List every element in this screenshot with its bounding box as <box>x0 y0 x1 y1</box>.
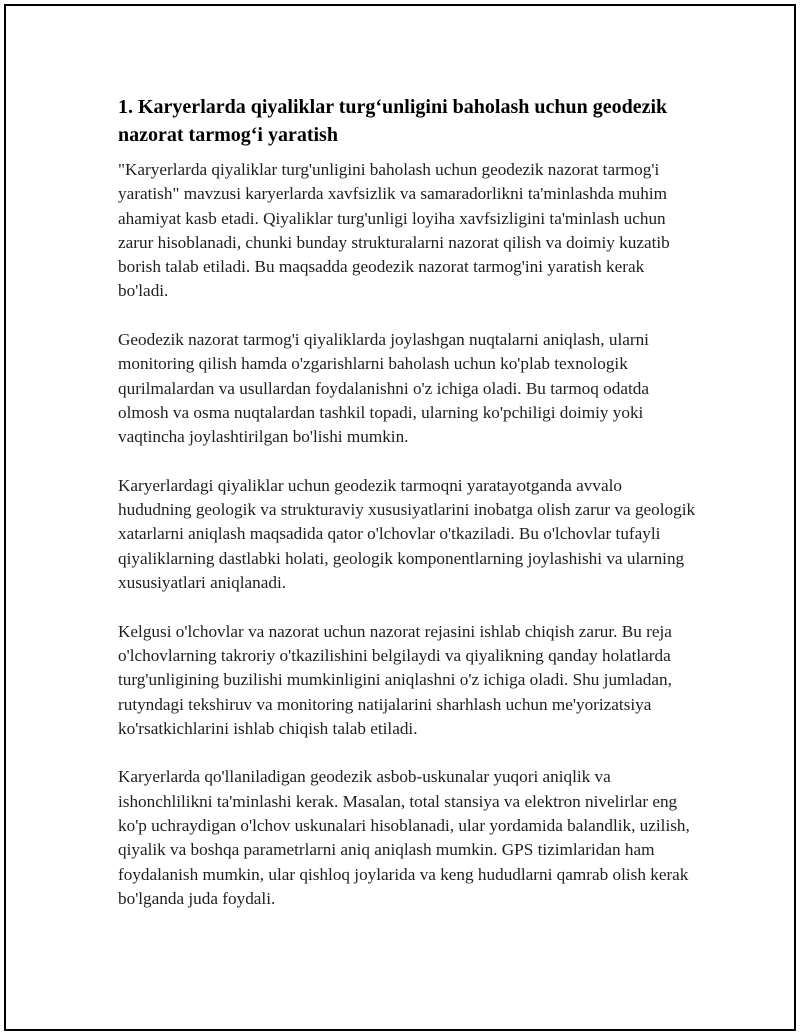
paragraph-initial-measurements: Karyerlardagi qiyaliklar uchun geodezik tarmoqni yaratayotganda avvalo hududning geologik va strukturaviy xususiyatlarini inobatga olish zarur va geologik xatarlarni aniqlash maqsadida qator o'lchovlar o'tkaziladi. Bu o'lchovlar tufayli qiyaliklarning dastlabki holati, geologik komponentlarning joylashishi va ularning xususiyatlari aniqlanadi. <box>118 475 696 593</box>
paragraph-intro: "Karyerlarda qiyaliklar turg'unligini baholash uchun geodezik nazorat tarmog'i yaratish" mavzusi karyerlarda xavfsizlik va samaradorlikni ta'minlashda muhim ahamiyat kasb etadi. Qiyaliklar turg'unligi loyiha xavfsizligini ta'minlash uchun zarur hisoblanadi, chunki bunday strukturalarni nazorat qilish va doimiy kuzatib borish talab etiladi. Bu maqsadda geodezik nazorat tarmog'ini yaratish kerak bo'ladi. <box>118 160 670 301</box>
section-heading: 1. Karyerlarda qiyaliklar turg‘unligini baholash uchun geodezik nazorat tarmog‘i yaratish <box>118 96 668 146</box>
paragraph-monitoring-plan: Kelgusi o'lchovlar va nazorat uchun nazorat rejasini ishlab chiqish zarur. Bu reja o'lchovlarning takroriy o'tkazilishini belgilaydi va qiyalikning qanday holatlarda turg'unligining buzilishi mumkinligini aniqlashni o'z ichiga oladi. Shu jumladan, rutyndagi tekshiruv va monitoring natijalarini sharhlash uchun me'yorizatsiya ko'rsatkichlarini ishlab chiqish talab etiladi. <box>118 621 672 738</box>
paragraph-equipment: Karyerlarda qo'llaniladigan geodezik asbob-uskunalar yuqori aniqlik va ishonchlilikni ta'minlashi kerak. Masalan, total stansiya va elektron nivelirlar eng ko'p uchraydigan o'lchov uskunalari hisoblanadi, ular yordamida balandlik, uzilish, qiyalik va boshqa parametrlarni aniq aniqlash mumkin. GPS tizimlaridan ham foydalanish mumkin, ular qishloq joylarida va keng hududlarni qamrab olish kerak bo'lganda juda foydali. <box>118 767 690 908</box>
document-body <box>118 93 698 911</box>
paragraph-network-definition: Geodezik nazorat tarmog'i qiyaliklarda joylashgan nuqtalarni aniqlash, ularni monitoring qilish hamda o'zgarishlarni baholash uchun ko'plab texnologik qurilmalardan va usullardan foydalanishni o'z ichiga oladi. Bu tarmoq odatda olmosh va osma nuqtalardan tashkil topadi, ularning ko'pchiligi doimiy yoki vaqtincha joylashtirilgan bo'lishi mumkin. <box>118 330 649 447</box>
